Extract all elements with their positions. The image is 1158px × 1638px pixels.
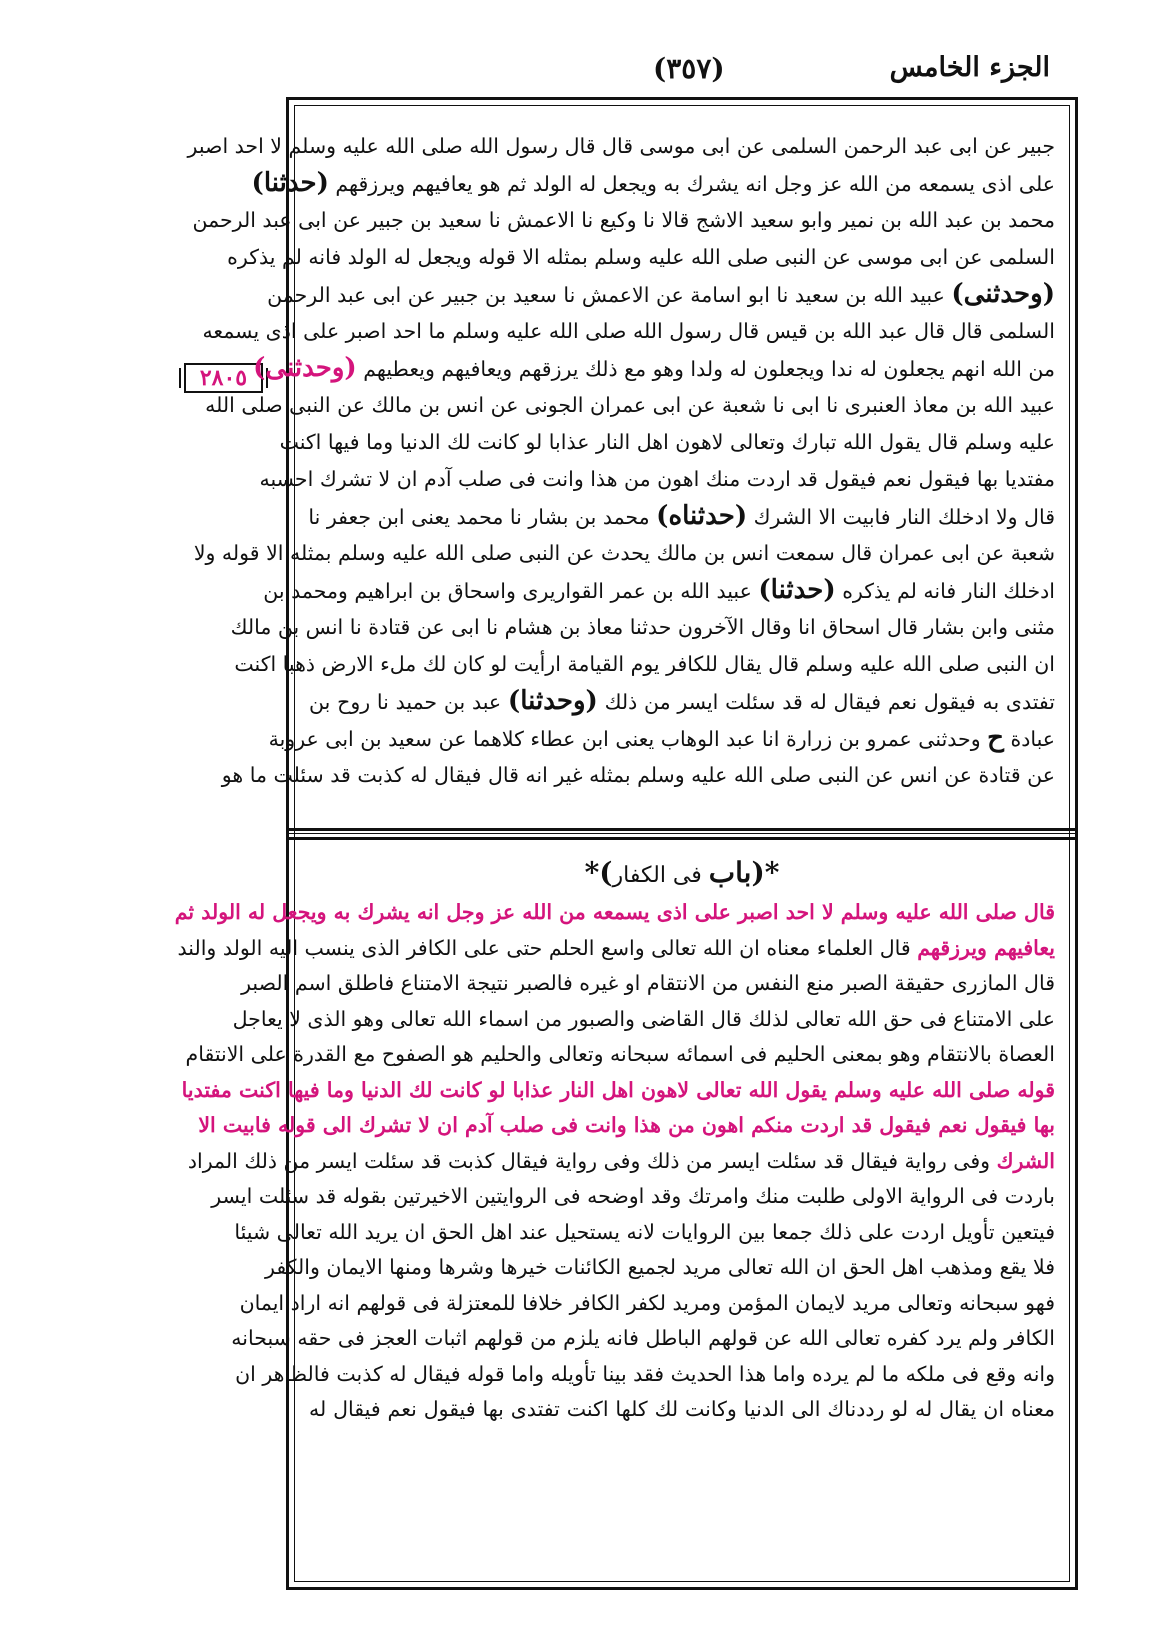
text-segment: باردت فى الرواية الاولى طلبت منك وامرتك وقد اوضحه فى الروايتين الاخيرتين بقوله قد سئلت ايسر	[211, 1184, 1055, 1208]
hadith-line	[259, 461, 1055, 498]
commentary-text-block	[174, 895, 1055, 1428]
text-segment: الكافر ولم يرد كفره تعالى الله عن قولهم الباطل فانه يلزم من قولهم اثبات العجز فى حقه سبحانه	[231, 1326, 1055, 1350]
text-segment: مفتديا بها فيقول نعم فيقول قد اردت منك اهون من هذا وانت فى صلب آدم ان لا تشرك احسبه	[259, 467, 1055, 491]
hadith-line	[187, 128, 1055, 165]
isnad-marker: ح	[987, 723, 1004, 753]
hadith-line	[221, 757, 1055, 794]
hadith-line	[309, 683, 1055, 720]
chapter-heading	[289, 856, 1075, 889]
hadith-line	[309, 498, 1055, 535]
chapter-heading-rest: فى الكفار	[612, 863, 709, 888]
text-segment: عبيد الله بن عمر القواريرى واسحاق بن ابراهيم ومحمد بن	[263, 579, 759, 603]
commentary-line	[235, 1357, 1055, 1393]
text-segment: فيتعين تأويل اردت على ذلك جمعا بين الروايات لانه يستحيل عند اهل الحق ان يريد الله تعالى شيئا	[234, 1219, 1055, 1244]
text-segment: معناه ان يقال له لو رددناك الى الدنيا وكانت لك كلها اكنت تفتدى بها فيقول نعم فيقال له	[309, 1397, 1055, 1421]
text-segment: السلمى عن ابى موسى عن النبى صلى الله عليه وسلم بمثله الا قوله ويجعل له الولد فانه لم يذكره	[227, 245, 1055, 269]
hadith-line	[251, 165, 1055, 202]
hadith-line	[202, 313, 1055, 350]
text-segment: محمد بن عبد الله بن نمير وابو سعيد الاشج قالا نا وكيع نا الاعمش نا سعيد بن جبير عن ابى عبد الرحمن	[192, 208, 1055, 232]
chapter-heading-open: *(	[751, 856, 780, 889]
hadith-line	[227, 239, 1055, 276]
hadith-line	[279, 424, 1055, 461]
isnad-marker: (حدثنا)	[251, 168, 329, 198]
text-segment: محمد بن بشار نا محمد يعنى ابن جعفر نا	[308, 505, 657, 529]
text-segment: قال صلى الله عليه وسلم لا احد اصبر على اذى يسمعه من الله عز وجل انه يشرك به ويجعل له الولد ثم	[174, 900, 1055, 924]
text-segment: من الله انهم يجعلون له ندا ويجعلون له ولدا وهو مع ذلك يرزقهم ويعافيهم ويعطيهم	[356, 357, 1055, 381]
text-segment: شعبة عن ابى عمران قال سمعت انس بن مالك يحدث عن النبى صلى الله عليه وسلم بمثله الا قوله ولا	[193, 541, 1055, 565]
part-title: الجزء الخامس	[889, 52, 1050, 83]
text-segment: قال ولا ادخلك النار فابيت الا الشرك	[747, 505, 1055, 529]
commentary-line	[234, 1215, 1055, 1251]
commentary-line	[309, 1392, 1055, 1428]
commentary-line	[211, 1179, 1055, 1215]
isnad-marker: (حدثنا)	[758, 575, 836, 605]
text-segment: قال المازرى حقيقة الصبر منع النفس من الانتقام او غيره فالصبر نتيجة الامتناع فاطلق اسم الصبر	[241, 971, 1055, 995]
commentary-line	[241, 966, 1055, 1002]
text-segment: عبيد الله بن سعيد نا ابو اسامة عن الاعمش نا سعيد بن جبير عن ابى عبد الرحمن	[267, 283, 952, 307]
text-segment: قوله صلى الله عليه وسلم يقول الله تعالى لاهون اهل النار عذابا لو كانت لك الدنيا وما فيها اكنت مفتديا	[181, 1077, 1055, 1102]
hadith-line	[234, 646, 1055, 683]
commentary-line	[187, 1144, 1055, 1180]
hadith-line	[267, 276, 1055, 313]
text-segment: مثنى وابن بشار قال اسحاق انا وقال الآخرون حدثنا معاذ بن هشام نا ابى عن قتادة نا انس بن مالك	[230, 615, 1055, 639]
commentary-line	[177, 931, 1055, 967]
text-segment: فهو سبحانه وتعالى مريد لايمان المؤمن ومريد لكفر الكافر خلافا للمعتزلة فى قولهم انه اراد ايمان	[239, 1290, 1055, 1315]
commentary-line	[174, 895, 1055, 931]
text-segment: العصاة بالانتقام وهو بمعنى الحليم فى اسمائه سبحانه وتعالى والحليم هو الصفوح مع القدرة على الانتقام	[185, 1042, 1055, 1066]
isnad-marker: (وحدثنى)	[951, 279, 1055, 309]
hadith-number-box: ٢٨٠٥	[184, 363, 263, 393]
commentary-line	[185, 1037, 1055, 1073]
commentary-line	[265, 1250, 1055, 1286]
text-segment: قال العلماء معناه ان الله تعالى واسع الحلم حتى على الكافر الذى ينسب اليه الولد والند	[177, 935, 918, 960]
commentary-line	[181, 1073, 1055, 1109]
isnad-marker: (وحدثنى)	[253, 353, 357, 383]
text-segment: وحدثنى عمرو بن زرارة انا عبد الوهاب يعنى ابن عطاء كلاهما عن سعيد بن ابى عروبة	[268, 727, 988, 751]
hadith-line	[205, 387, 1055, 424]
hadith-line	[230, 609, 1055, 646]
text-segment: وانه وقع فى ملكه ما لم يرده واما هذا الحديث فقد بينا تأويله واما قوله فيقال له كذبت فالظاهر ان	[235, 1361, 1055, 1386]
hadith-line	[192, 202, 1055, 239]
hadith-line	[263, 572, 1055, 609]
page-number: (٣٥٧)	[653, 52, 725, 85]
text-segment: ان النبى صلى الله عليه وسلم قال يقال للكافر يوم القيامة ارأيت لو كان لك ملء الارض ذهبا اكنت	[234, 652, 1055, 676]
hadith-line	[193, 535, 1055, 572]
text-segment: جبير عن ابى عبد الرحمن السلمى عن ابى موسى قال قال رسول الله صلى الله عليه وسلم لا احد اصبر	[187, 134, 1055, 158]
text-segment: يعافيهم ويرزقهم	[917, 935, 1055, 960]
chapter-heading-close: )*	[584, 856, 613, 889]
commentary-line	[232, 1002, 1055, 1038]
text-segment: على اذى يسمعه من الله عز وجل انه يشرك به ويجعل له الولد ثم هو يعافيهم ويرزقهم	[328, 172, 1055, 196]
commentary-line	[198, 1108, 1055, 1144]
isnad-marker: (حدثناه)	[656, 501, 748, 531]
chapter-heading-word: باب	[708, 856, 752, 889]
running-header	[290, 48, 1050, 94]
text-segment: الشرك	[996, 1148, 1055, 1173]
text-segment: عبد بن حميد نا روح بن	[309, 690, 508, 714]
commentary-line	[231, 1321, 1055, 1357]
text-segment: بها فيقول نعم فيقول قد اردت منكم اهون من هذا وانت فى صلب آدم ان لا تشرك الى قوله فابيت الا	[198, 1113, 1055, 1137]
text-segment: فلا يقع ومذهب اهل الحق ان الله تعالى مريد لجميع الكائنات خيرها وشرها ومنها الايمان والكفر	[265, 1255, 1055, 1279]
text-segment: عن قتادة عن انس عن النبى صلى الله عليه وسلم بمثله غير انه قال فيقال له كذبت قد سئلت ما هو	[221, 763, 1055, 787]
hadith-line	[268, 720, 1055, 757]
text-segment: ادخلك النار فانه لم يذكره	[835, 579, 1055, 603]
text-segment: عليه وسلم قال يقول الله تبارك وتعالى لاهون اهل النار عذابا لو كانت لك الدنيا وما فيها اكنت	[279, 430, 1055, 454]
text-segment: تفتدى به فيقول نعم فيقال له قد سئلت ايسر من ذلك	[597, 690, 1055, 714]
text-segment: وفى رواية فيقال قد سئلت ايسر من ذلك وفى رواية فيقال كذبت قد سئلت ايسر من ذلك المراد	[187, 1148, 997, 1173]
hadith-line	[253, 350, 1055, 387]
text-segment: على الامتناع فى حق الله تعالى لذلك قال القاضى والصبور من اسماء الله تعالى وهو الذى لا يعاجل	[232, 1006, 1055, 1031]
section-divider	[289, 828, 1075, 840]
isnad-marker: (وحدثنا)	[507, 686, 598, 716]
text-segment: عبيد الله بن معاذ العنبرى نا ابى نا شعبة عن ابى عمران الجونى عن انس بن مالك عن النبى صلى الله	[205, 393, 1055, 417]
commentary-line	[239, 1286, 1055, 1322]
text-segment: السلمى قال قال عبد الله بن قيس قال رسول الله صلى الله عليه وسلم ما احد اصبر على اذى يسمعه	[202, 319, 1055, 343]
text-segment: عبادة	[1003, 727, 1055, 751]
